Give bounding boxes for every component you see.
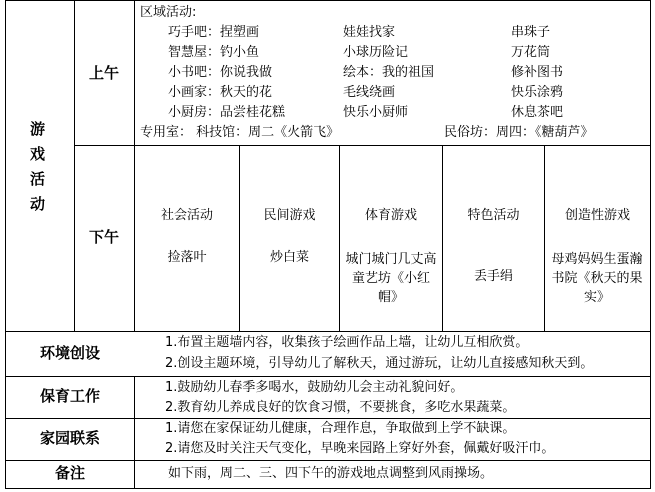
rule — [134, 0, 135, 332]
area-item: 智慧屋：钓小鱼 — [168, 45, 260, 60]
afternoon-label: 下午 — [89, 228, 120, 246]
pm-col-content: 城门城门几丈高童艺坊《小红帽》 — [345, 252, 437, 305]
pm-col-content: 炒白菜 — [269, 250, 309, 265]
morning-label: 上午 — [89, 64, 120, 82]
care-label: 保育工作 — [39, 387, 100, 405]
rule — [5, 488, 650, 489]
special-room: 专用室： 科技馆：周二《火箭飞》 — [140, 125, 340, 140]
home-contact-label: 家园联系 — [39, 429, 100, 447]
game-label-3: 活 — [30, 170, 46, 188]
environment-item: 2.创设主题环境，引导幼儿了解秋天，通过游玩，让幼儿直接感知秋天到。 — [165, 356, 594, 371]
home-contact-item: 2.请您及时关注天气变化，早晚来园路上穿好外套，佩戴好吸汗巾。 — [165, 441, 555, 456]
rule — [5, 331, 650, 332]
area-item: 小厨房：品尝桂花糕 — [168, 105, 286, 120]
pm-col-content: 丢手绢 — [473, 269, 513, 284]
notes-label: 备注 — [54, 464, 85, 482]
area-item: 毛线绕画 — [343, 85, 396, 100]
area-item: 快乐涂鸦 — [511, 85, 564, 100]
rule — [239, 145, 240, 332]
rule — [5, 418, 650, 419]
pm-col-title: 创造性游戏 — [564, 208, 630, 223]
area-item: 巧手吧：捏塑画 — [168, 25, 260, 40]
pm-col-content: 母鸡妈妈生蛋瀚书院《秋天的果实》 — [551, 252, 643, 305]
environment-item: 1.布置主题墙内容，收集孩子绘画作品上墙，让幼儿互相欣赏。 — [165, 335, 529, 350]
area-item: 小球历险记 — [343, 45, 409, 60]
folk-room: 民俗坊：周四：《糖葫芦》 — [444, 125, 594, 140]
area-item: 修补图书 — [511, 65, 564, 80]
rule — [339, 145, 340, 332]
rule — [5, 460, 650, 461]
notes-text: 如下雨，周二、三、四下午的游戏地点调整到风雨操场。 — [168, 466, 494, 481]
game-label-4: 动 — [30, 195, 46, 213]
rule — [5, 376, 650, 377]
rule — [134, 376, 135, 489]
game-label-2: 戏 — [30, 145, 46, 163]
rule — [544, 145, 545, 332]
pm-col-title: 民间游戏 — [263, 208, 316, 223]
area-activity-title: 区域活动: — [140, 5, 197, 20]
rule — [5, 0, 650, 1]
rule — [442, 145, 443, 332]
pm-col-title: 体育游戏 — [364, 208, 417, 223]
rule — [74, 145, 650, 146]
pm-col-title: 特色活动 — [467, 208, 520, 223]
rule — [74, 0, 75, 332]
rule — [5, 0, 6, 489]
area-item: 小书吧：你说我做 — [168, 65, 273, 80]
area-item: 休息茶吧 — [511, 105, 564, 120]
environment-label: 环境创设 — [39, 344, 100, 362]
pm-col-title: 社会活动 — [160, 208, 213, 223]
home-contact-item: 1.请您在家保证幼儿健康，合理作息，争取做到上学不缺课。 — [165, 421, 516, 436]
pm-col-content: 捡落叶 — [167, 250, 207, 265]
game-label-1: 游 — [30, 120, 46, 138]
area-item: 万花筒 — [511, 45, 551, 60]
area-item: 小画家：秋天的花 — [168, 85, 273, 100]
care-item: 2.教育幼儿养成良好的饮食习惯，不要挑食，多吃水果蔬菜。 — [165, 400, 516, 415]
area-item: 快乐小厨师 — [343, 105, 409, 120]
area-item: 娃娃找家 — [343, 25, 396, 40]
area-item: 串珠子 — [511, 25, 551, 40]
care-item: 1.鼓励幼儿春季多喝水，鼓励幼儿会主动礼貌问好。 — [165, 380, 464, 395]
rule — [650, 0, 651, 489]
area-item: 绘本：我的祖国 — [343, 65, 435, 80]
